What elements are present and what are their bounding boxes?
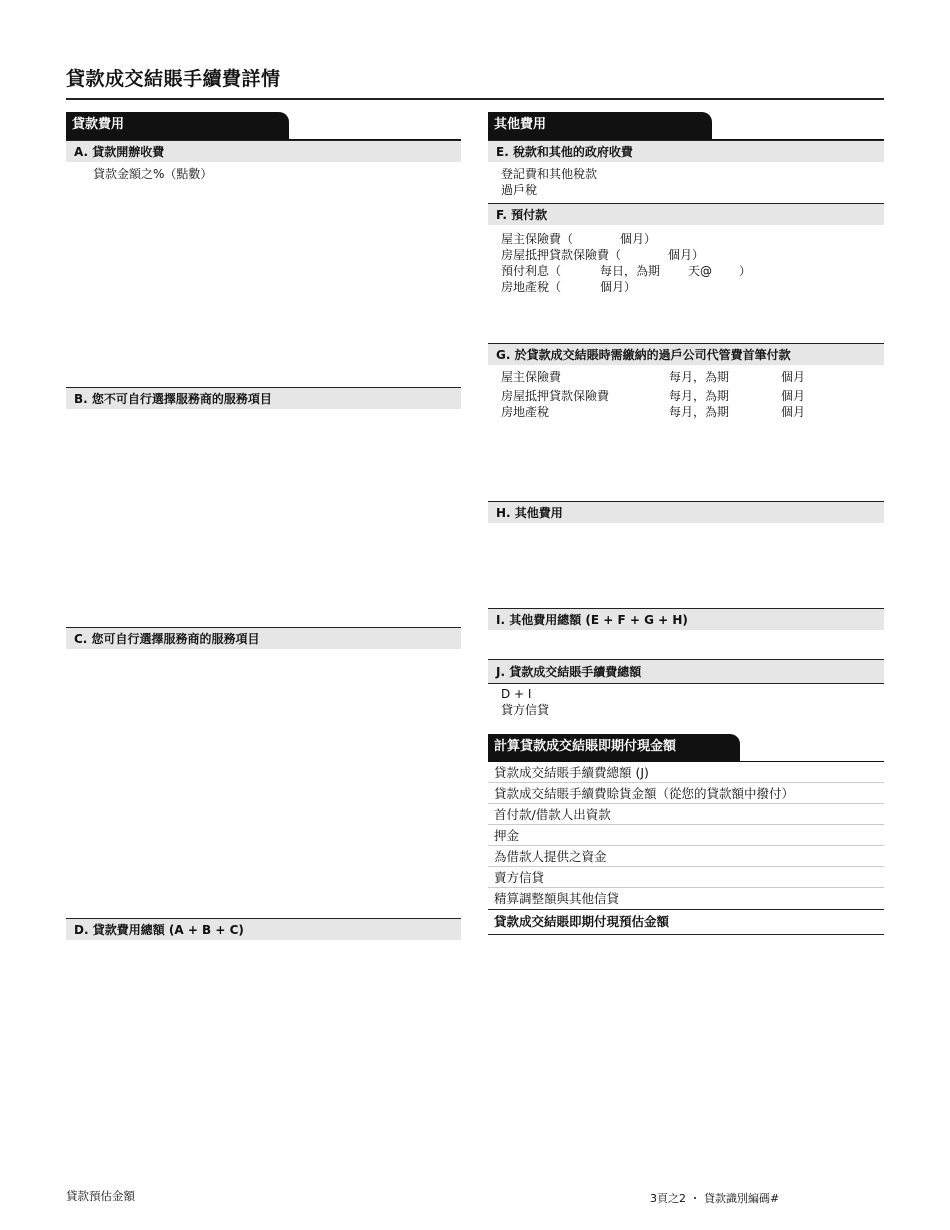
section-i (488, 608, 884, 630)
recording-fees-line: 登記費和其他稅款 (501, 167, 598, 181)
cash-to-close-tab-label: 計算貸款成交結賬即期付現金額 (488, 734, 740, 762)
section-j-header: J. 貸款成交結賬手續費總額 (488, 659, 884, 684)
other-costs-column (488, 112, 884, 929)
footer-loan-estimate: 貸款預估金額 (66, 1189, 135, 1203)
section-f-header: F. 預付款 (488, 203, 884, 225)
section-h-header: H. 其他費用 (488, 501, 884, 523)
cash-to-close-total: 貸款成交結賬即期付現預估金額 (488, 909, 884, 935)
cash-row: 貸款成交結賬手續費賒貨金額（從您的貸款額中撥付） (488, 783, 884, 804)
section-c-header: C. 您可自行選擇服務商的服務項目 (66, 627, 461, 649)
cash-row: 貸款成交結賬手續費總額 (J) (488, 762, 884, 783)
escrow-property-taxes: 房地產稅 每月，為期 個月 (501, 405, 806, 419)
section-b-header: B. 您不可自行選擇服務商的服務項目 (66, 387, 461, 409)
page-title: 貸款成交結賬手續費詳情 (66, 68, 281, 90)
cash-row: 賣方信貸 (488, 867, 884, 888)
footer-page-info: 3頁之2 ・ 貸款識別編碼# (650, 1192, 780, 1205)
loan-costs-column (66, 112, 461, 937)
cash-to-close-tab (488, 734, 884, 762)
section-d (66, 918, 461, 940)
prepaid-interest: 預付利息（ 每日，為期 天@ ） (501, 264, 752, 278)
section-j (488, 659, 884, 718)
section-a-header: A. 貸款開辦收費 (66, 140, 461, 162)
section-g-header: G. 於貸款成交結賬時需繳納的過戶公司代管費首筆付款 (488, 343, 884, 365)
prepaid-property-taxes: 房地產稅（ 個月） (501, 280, 637, 294)
cash-row: 精算調整額與其他信貸 (494, 891, 620, 906)
section-a (66, 140, 461, 182)
section-h (488, 501, 884, 523)
other-costs-tab-label: 其他費用 (488, 112, 712, 140)
prepaid-homeowner-insurance: 屋主保險費（ 個月） (501, 232, 657, 246)
escrow-homeowner-insurance: 屋主保險費 每月，為期 個月 (501, 370, 806, 384)
section-g (488, 343, 884, 420)
lender-credits-line: 貸方信貸 (501, 703, 550, 717)
section-d-header: D. 貸款費用總額 (A + B + C) (66, 918, 461, 940)
section-b (66, 387, 461, 409)
section-f (488, 203, 884, 295)
loan-costs-tab (66, 112, 461, 140)
cash-to-close-table (488, 762, 884, 935)
points-line: 貸款金額之%（點數） (93, 167, 213, 181)
section-c (66, 627, 461, 649)
section-e-header: E. 稅款和其他的政府收費 (488, 140, 884, 162)
prepaid-mortgage-insurance: 房屋抵押貸款保險費（ 個月） (501, 248, 705, 262)
d-plus-i-line: D + I (501, 687, 532, 701)
escrow-mortgage-insurance: 房屋抵押貸款保險費 每月，為期 個月 (501, 389, 806, 403)
cash-row: 首付款/借款人出資款 (488, 804, 884, 825)
title-divider (66, 98, 884, 100)
transfer-tax-line: 過戶稅 (501, 183, 538, 197)
section-i-header: I. 其他費用總額 (E + F + G + H) (488, 608, 884, 630)
other-costs-tab (488, 112, 884, 140)
cash-row: 押金 (488, 825, 884, 846)
section-e (488, 140, 884, 198)
loan-costs-tab-label: 貸款費用 (66, 112, 289, 140)
cash-row: 為借款人提供之資金 (488, 846, 884, 867)
